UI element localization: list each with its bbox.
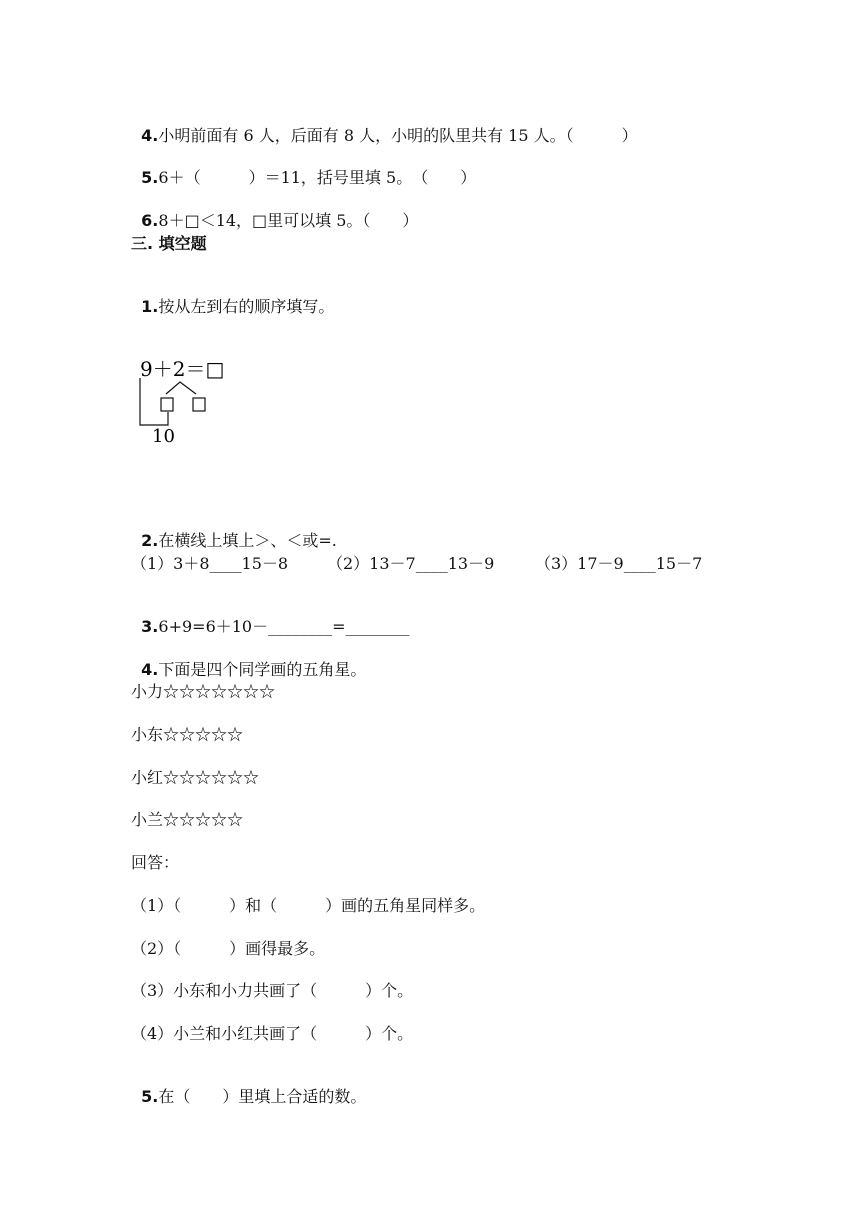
question-number: 5.	[141, 1087, 159, 1106]
judge-question-5	[131, 148, 476, 188]
judge-question-4	[131, 106, 638, 146]
question-text: 在横线上填上＞、＜或=.	[158, 531, 337, 550]
sub-question-1: （1）（ ）和（ ）画的五角星同样多。	[131, 896, 486, 915]
question-number: 1.	[141, 297, 159, 316]
compare-part-1: （1）3＋8____15－8	[131, 554, 289, 573]
question-number: 2.	[141, 531, 159, 550]
star-row-xiaodong: 小东☆☆☆☆☆	[131, 725, 244, 744]
answer-label: 回答：	[131, 853, 180, 872]
question-text: 6+9=6＋10－________=________	[158, 617, 410, 636]
answer-box-right	[193, 398, 205, 411]
question-number: 5.	[141, 168, 159, 187]
star-row-xiaolan: 小兰☆☆☆☆☆	[131, 810, 244, 829]
question-number: 4.	[141, 126, 159, 145]
question-number: 4.	[141, 660, 159, 679]
fill-question-4	[131, 640, 366, 680]
question-number: 6.	[141, 211, 159, 230]
diagram-equation: 9＋2＝□	[140, 357, 225, 381]
diagram-result: 10	[152, 426, 175, 447]
answer-box-left	[161, 398, 173, 411]
section-heading: 三. 填空题	[131, 234, 207, 253]
compare-part-2: （2）13－7____13－9	[327, 554, 495, 573]
question-text: 8＋□＜14，□里可以填 5。（ ）	[158, 211, 419, 230]
star-row-xiaohong: 小红☆☆☆☆☆☆	[131, 768, 260, 787]
sub-question-2: （2）（ ）画得最多。	[131, 939, 326, 958]
make-ten-diagram	[136, 352, 246, 452]
question-text: 按从左到右的顺序填写。	[158, 297, 335, 316]
star-row-xiaoli: 小力☆☆☆☆☆☆☆	[131, 682, 276, 701]
fill-question-2	[131, 511, 337, 551]
compare-part-3: （3）17－9____15－7	[535, 554, 703, 573]
judge-question-6	[131, 191, 418, 231]
sub-question-4: （4）小兰和小红共画了（ ）个。	[131, 1024, 414, 1043]
question-text: 下面是四个同学画的五角星。	[158, 660, 367, 679]
question-text: 小明前面有 6 人，后面有 8 人，小明的队里共有 15 人。（ ）	[158, 126, 638, 145]
question-text: 在（ ）里填上合适的数。	[158, 1087, 367, 1106]
sub-question-3: （3）小东和小力共画了（ ）个。	[131, 981, 414, 1000]
bracket-line	[140, 378, 168, 425]
fill-question-3	[131, 597, 410, 637]
fill-question-5	[131, 1067, 366, 1107]
question-text: 6＋（ ）＝11，括号里填 5。 （ ）	[158, 168, 477, 187]
split-line	[166, 382, 196, 394]
question-number: 3.	[141, 617, 159, 636]
fill-question-1	[131, 277, 334, 317]
